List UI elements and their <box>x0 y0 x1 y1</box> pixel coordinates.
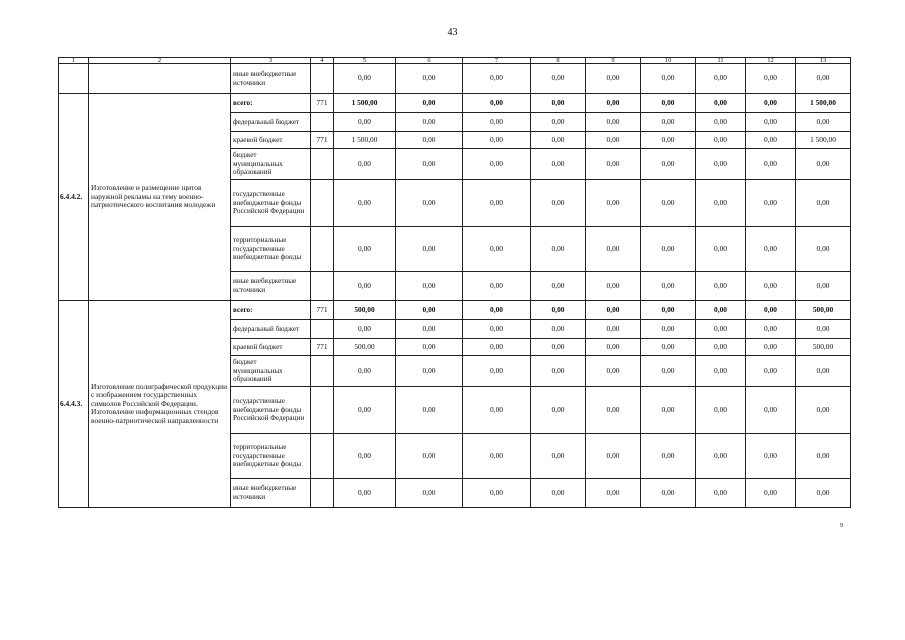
value-cell: 0,00 <box>796 113 851 132</box>
value-cell: 0,00 <box>463 301 531 320</box>
value-cell: 0,00 <box>696 94 746 113</box>
value-cell: 0,00 <box>396 227 463 272</box>
value-cell: 0,00 <box>396 339 463 356</box>
value-cell: 0,00 <box>746 387 796 434</box>
value-cell: 0,00 <box>746 64 796 94</box>
source-cell: территориальные государственные внебюджетные фонды <box>231 227 311 272</box>
value-cell: 0,00 <box>396 272 463 301</box>
value-cell: 0,00 <box>586 320 641 339</box>
value-cell: 0,00 <box>586 180 641 227</box>
value-cell: 0,00 <box>531 356 586 387</box>
value-cell: 0,00 <box>463 149 531 180</box>
value-cell: 0,00 <box>796 180 851 227</box>
value-cell: 0,00 <box>641 64 696 94</box>
value-cell: 500,00 <box>334 301 396 320</box>
value-cell: 0,00 <box>641 94 696 113</box>
value-cell: 0,00 <box>463 132 531 149</box>
value-cell: 0,00 <box>334 434 396 479</box>
kbk-cell: 771 <box>311 132 334 149</box>
source-cell: бюджет муниципальных образований <box>231 149 311 180</box>
value-cell: 0,00 <box>586 356 641 387</box>
header-cell: 3 <box>231 58 311 64</box>
value-cell: 0,00 <box>641 356 696 387</box>
trailing-mark: 9 <box>840 523 843 529</box>
value-cell: 0,00 <box>531 272 586 301</box>
kbk-cell: 771 <box>311 94 334 113</box>
value-cell: 0,00 <box>746 149 796 180</box>
value-cell: 0,00 <box>746 434 796 479</box>
value-cell: 0,00 <box>641 132 696 149</box>
kbk-cell <box>311 479 334 508</box>
value-cell: 0,00 <box>334 320 396 339</box>
value-cell: 0,00 <box>531 94 586 113</box>
value-cell: 0,00 <box>746 339 796 356</box>
kbk-cell <box>311 227 334 272</box>
source-cell: иные внебюджетные источники <box>231 272 311 301</box>
value-cell: 0,00 <box>696 113 746 132</box>
value-cell: 0,00 <box>641 339 696 356</box>
source-cell: всего: <box>231 301 311 320</box>
value-cell: 0,00 <box>641 434 696 479</box>
kbk-cell <box>311 387 334 434</box>
value-cell: 0,00 <box>334 387 396 434</box>
header-cell: 1 <box>59 58 89 64</box>
value-cell: 0,00 <box>641 227 696 272</box>
value-cell: 0,00 <box>396 320 463 339</box>
value-cell: 0,00 <box>396 301 463 320</box>
value-cell: 0,00 <box>641 387 696 434</box>
kbk-cell: 771 <box>311 339 334 356</box>
source-cell: территориальные государственные внебюджетные фонды <box>231 434 311 479</box>
section-name-cell: Изготовление полиграфической продукции с изображением государственных символов Российской Федерации. Изготовление информационных стендов военно-патриотической направленности <box>89 301 231 508</box>
value-cell: 0,00 <box>396 387 463 434</box>
value-cell: 0,00 <box>463 272 531 301</box>
value-cell: 0,00 <box>531 339 586 356</box>
value-cell: 0,00 <box>796 64 851 94</box>
value-cell: 0,00 <box>586 301 641 320</box>
source-cell: иные внебюджетные источники <box>231 64 311 94</box>
value-cell: 0,00 <box>641 301 696 320</box>
value-cell: 0,00 <box>696 339 746 356</box>
value-cell: 0,00 <box>796 434 851 479</box>
value-cell: 0,00 <box>696 64 746 94</box>
value-cell: 0,00 <box>696 434 746 479</box>
value-cell: 0,00 <box>696 272 746 301</box>
value-cell: 0,00 <box>696 227 746 272</box>
page-number: 43 <box>447 27 458 38</box>
value-cell: 0,00 <box>531 479 586 508</box>
value-cell: 0,00 <box>796 320 851 339</box>
kbk-cell <box>311 64 334 94</box>
value-cell: 0,00 <box>696 301 746 320</box>
value-cell: 0,00 <box>396 132 463 149</box>
value-cell: 0,00 <box>586 272 641 301</box>
value-cell: 0,00 <box>696 132 746 149</box>
source-cell: иные внебюджетные источники <box>231 479 311 508</box>
header-cell: 12 <box>746 58 796 64</box>
value-cell: 0,00 <box>334 64 396 94</box>
header-cell: 5 <box>334 58 396 64</box>
value-cell: 0,00 <box>641 180 696 227</box>
value-cell: 500,00 <box>796 301 851 320</box>
source-cell: государственные внебюджетные фонды Российской Федерации <box>231 180 311 227</box>
header-cell: 9 <box>586 58 641 64</box>
kbk-cell <box>311 113 334 132</box>
value-cell: 0,00 <box>641 149 696 180</box>
source-cell: краевой бюджет <box>231 339 311 356</box>
value-cell: 0,00 <box>746 113 796 132</box>
value-cell: 0,00 <box>746 272 796 301</box>
value-cell: 0,00 <box>334 180 396 227</box>
value-cell: 0,00 <box>463 356 531 387</box>
value-cell: 0,00 <box>531 434 586 479</box>
header-cell: 10 <box>641 58 696 64</box>
header-cell: 2 <box>89 58 231 64</box>
section-name-cell: Изготовление и размещение щитов наружной рекламы на тему военно-патриотического воспитания молодежи <box>89 94 231 301</box>
value-cell: 0,00 <box>531 113 586 132</box>
value-cell: 0,00 <box>586 387 641 434</box>
value-cell: 0,00 <box>796 227 851 272</box>
header-cell: 4 <box>311 58 334 64</box>
value-cell: 0,00 <box>396 479 463 508</box>
value-cell: 0,00 <box>396 94 463 113</box>
value-cell: 0,00 <box>531 64 586 94</box>
header-cell: 8 <box>531 58 586 64</box>
value-cell: 0,00 <box>641 272 696 301</box>
header-cell: 11 <box>696 58 746 64</box>
name-cell <box>89 64 231 94</box>
value-cell: 0,00 <box>586 113 641 132</box>
value-cell: 1 500,00 <box>334 132 396 149</box>
value-cell: 0,00 <box>586 149 641 180</box>
value-cell: 0,00 <box>396 113 463 132</box>
value-cell: 0,00 <box>696 149 746 180</box>
value-cell: 500,00 <box>334 339 396 356</box>
value-cell: 1 500,00 <box>796 132 851 149</box>
value-cell: 0,00 <box>586 227 641 272</box>
value-cell: 0,00 <box>531 149 586 180</box>
table-row <box>59 301 851 320</box>
value-cell: 0,00 <box>396 356 463 387</box>
value-cell: 0,00 <box>641 320 696 339</box>
value-cell: 0,00 <box>586 434 641 479</box>
kbk-cell <box>311 434 334 479</box>
value-cell: 0,00 <box>396 149 463 180</box>
value-cell: 0,00 <box>531 227 586 272</box>
value-cell: 0,00 <box>531 132 586 149</box>
source-cell: государственные внебюджетные фонды Российской Федерации <box>231 387 311 434</box>
kbk-cell <box>311 272 334 301</box>
value-cell: 0,00 <box>396 180 463 227</box>
value-cell: 0,00 <box>531 301 586 320</box>
kbk-cell <box>311 320 334 339</box>
value-cell: 0,00 <box>463 94 531 113</box>
header-cell: 6 <box>396 58 463 64</box>
kbk-cell <box>311 149 334 180</box>
section-code-cell: 6.4.4.2. <box>59 94 89 301</box>
value-cell: 0,00 <box>796 479 851 508</box>
value-cell: 0,00 <box>696 479 746 508</box>
source-cell: бюджет муниципальных образований <box>231 356 311 387</box>
value-cell: 0,00 <box>334 149 396 180</box>
kbk-cell <box>311 180 334 227</box>
value-cell: 0,00 <box>696 356 746 387</box>
value-cell: 0,00 <box>746 301 796 320</box>
value-cell: 0,00 <box>796 356 851 387</box>
value-cell: 0,00 <box>531 180 586 227</box>
value-cell: 0,00 <box>531 387 586 434</box>
value-cell: 0,00 <box>746 180 796 227</box>
value-cell: 0,00 <box>796 387 851 434</box>
value-cell: 0,00 <box>463 479 531 508</box>
value-cell: 0,00 <box>334 113 396 132</box>
source-cell: всего: <box>231 94 311 113</box>
value-cell: 0,00 <box>586 94 641 113</box>
value-cell: 0,00 <box>746 132 796 149</box>
value-cell: 0,00 <box>746 227 796 272</box>
value-cell: 0,00 <box>586 132 641 149</box>
code-cell <box>59 64 89 94</box>
value-cell: 1 500,00 <box>334 94 396 113</box>
value-cell: 500,00 <box>796 339 851 356</box>
value-cell: 0,00 <box>696 180 746 227</box>
value-cell: 0,00 <box>586 479 641 508</box>
value-cell: 0,00 <box>463 434 531 479</box>
source-cell: федеральный бюджет <box>231 113 311 132</box>
value-cell: 0,00 <box>463 320 531 339</box>
source-cell: федеральный бюджет <box>231 320 311 339</box>
budget-table <box>58 57 851 508</box>
value-cell: 0,00 <box>641 479 696 508</box>
value-cell: 0,00 <box>796 272 851 301</box>
value-cell: 0,00 <box>641 113 696 132</box>
kbk-cell <box>311 356 334 387</box>
value-cell: 0,00 <box>746 320 796 339</box>
section-code-cell: 6.4.4.3. <box>59 301 89 508</box>
value-cell: 0,00 <box>586 64 641 94</box>
value-cell: 0,00 <box>531 320 586 339</box>
header-cell: 13 <box>796 58 851 64</box>
value-cell: 0,00 <box>746 479 796 508</box>
value-cell: 0,00 <box>746 94 796 113</box>
value-cell: 0,00 <box>463 387 531 434</box>
value-cell: 0,00 <box>396 434 463 479</box>
table-row <box>59 94 851 113</box>
value-cell: 0,00 <box>586 339 641 356</box>
value-cell: 0,00 <box>396 64 463 94</box>
source-cell: краевой бюджет <box>231 132 311 149</box>
value-cell: 0,00 <box>334 227 396 272</box>
value-cell: 0,00 <box>463 64 531 94</box>
value-cell: 1 500,00 <box>796 94 851 113</box>
value-cell: 0,00 <box>463 339 531 356</box>
value-cell: 0,00 <box>334 356 396 387</box>
value-cell: 0,00 <box>696 387 746 434</box>
value-cell: 0,00 <box>334 272 396 301</box>
header-cell: 7 <box>463 58 531 64</box>
value-cell: 0,00 <box>463 227 531 272</box>
value-cell: 0,00 <box>463 180 531 227</box>
table-row <box>59 64 851 94</box>
value-cell: 0,00 <box>746 356 796 387</box>
value-cell: 0,00 <box>463 113 531 132</box>
value-cell: 0,00 <box>334 479 396 508</box>
kbk-cell: 771 <box>311 301 334 320</box>
value-cell: 0,00 <box>796 149 851 180</box>
value-cell: 0,00 <box>696 320 746 339</box>
